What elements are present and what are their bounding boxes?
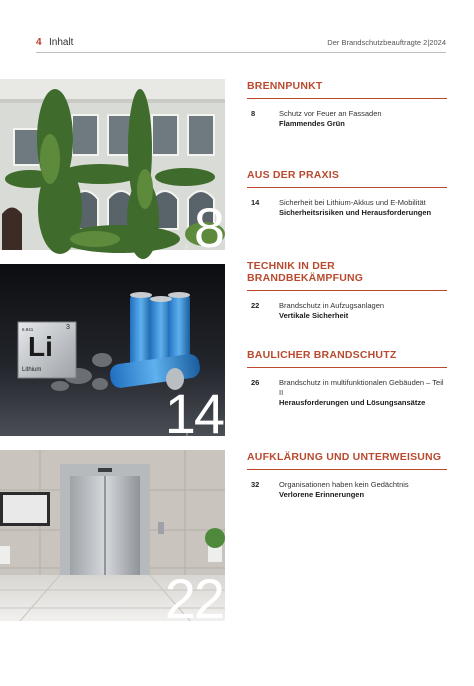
page-header: [0, 34, 474, 50]
section-name: Inhalt: [49, 37, 74, 48]
toc-section-aus-der-praxis: [247, 169, 447, 218]
entry-page: 26: [251, 378, 260, 387]
entry-headline: Vertikale Sicherheit: [279, 311, 349, 320]
toc-entry[interactable]: [247, 109, 447, 129]
element-name: Lithium: [22, 367, 42, 373]
ivy-facade-image: [0, 79, 225, 250]
entry-subtitle: Schutz vor Feuer an Fassaden: [279, 109, 382, 118]
entry-page: 22: [251, 301, 260, 310]
section-title: AUFKLÄRUNG UND UNTERWEISUNG: [247, 451, 442, 463]
element-mass: 6.941: [22, 327, 34, 332]
toc-section-aufklaerung: [247, 451, 447, 500]
photo-credit: Foto: ale/Stockphoto – stock.adobe.com: [184, 615, 189, 686]
entry-page: 32: [251, 480, 260, 489]
section-title: BRENNPUNKT: [247, 80, 323, 92]
section-rule: [247, 98, 447, 99]
toc-entry[interactable]: [247, 301, 447, 321]
toc-entry[interactable]: [247, 480, 447, 500]
photo-elevator[interactable]: [0, 450, 225, 686]
section-rule: [247, 187, 447, 188]
toc-entry[interactable]: [247, 198, 447, 218]
section-title: BAULICHER BRANDSCHUTZ: [247, 349, 397, 361]
entry-headline: Verlorene Erinnerungen: [279, 490, 365, 499]
photo-ivy-facade[interactable]: [0, 79, 225, 259]
section-rule: [247, 290, 447, 291]
toc-section-baulicher-brandschutz: [247, 349, 447, 408]
section-rule: [247, 469, 447, 470]
toc-entry[interactable]: [247, 378, 447, 408]
element-symbol: Li: [28, 331, 53, 362]
photo-page-number: 14: [164, 382, 223, 445]
toc-section-technik: [247, 260, 447, 321]
section-title: AUS DER PRAXIS: [247, 169, 340, 181]
section-title: TECHNIK IN DER BRANDBEKÄMPFUNG: [247, 260, 364, 284]
header-rule: [36, 52, 446, 53]
entry-subtitle: Brandschutz in Aufzugsanlagen: [279, 301, 385, 310]
element-number: 3: [66, 324, 70, 331]
photo-page-number: 22: [164, 567, 223, 630]
photo-lithium-batteries[interactable]: [0, 264, 225, 445]
entry-subtitle: Sicherheit bei Lithium-Akkus und E-Mobilität: [279, 198, 426, 207]
section-rule: [247, 367, 447, 368]
entry-headline: Sicherheitsrisiken und Herausforderungen: [279, 208, 432, 217]
entry-subtitle: Organisationen haben kein Gedächtnis: [279, 480, 409, 489]
photo-page-number: 8: [193, 196, 223, 259]
entry-page: 14: [251, 198, 260, 207]
entry-headline: Herausforderungen und Lösungsansätze: [279, 398, 426, 407]
entry-headline: Flammendes Grün: [279, 119, 345, 128]
entry-subtitle: Brandschutz in multifunktionalen Gebäuden – Teil II: [279, 378, 444, 397]
page-number: 4: [36, 37, 42, 48]
entry-page: 8: [251, 109, 256, 118]
toc-section-brennpunkt: [247, 80, 447, 129]
magazine-issue: Der Brandschutzbeauftragte 2|2024: [327, 38, 446, 47]
